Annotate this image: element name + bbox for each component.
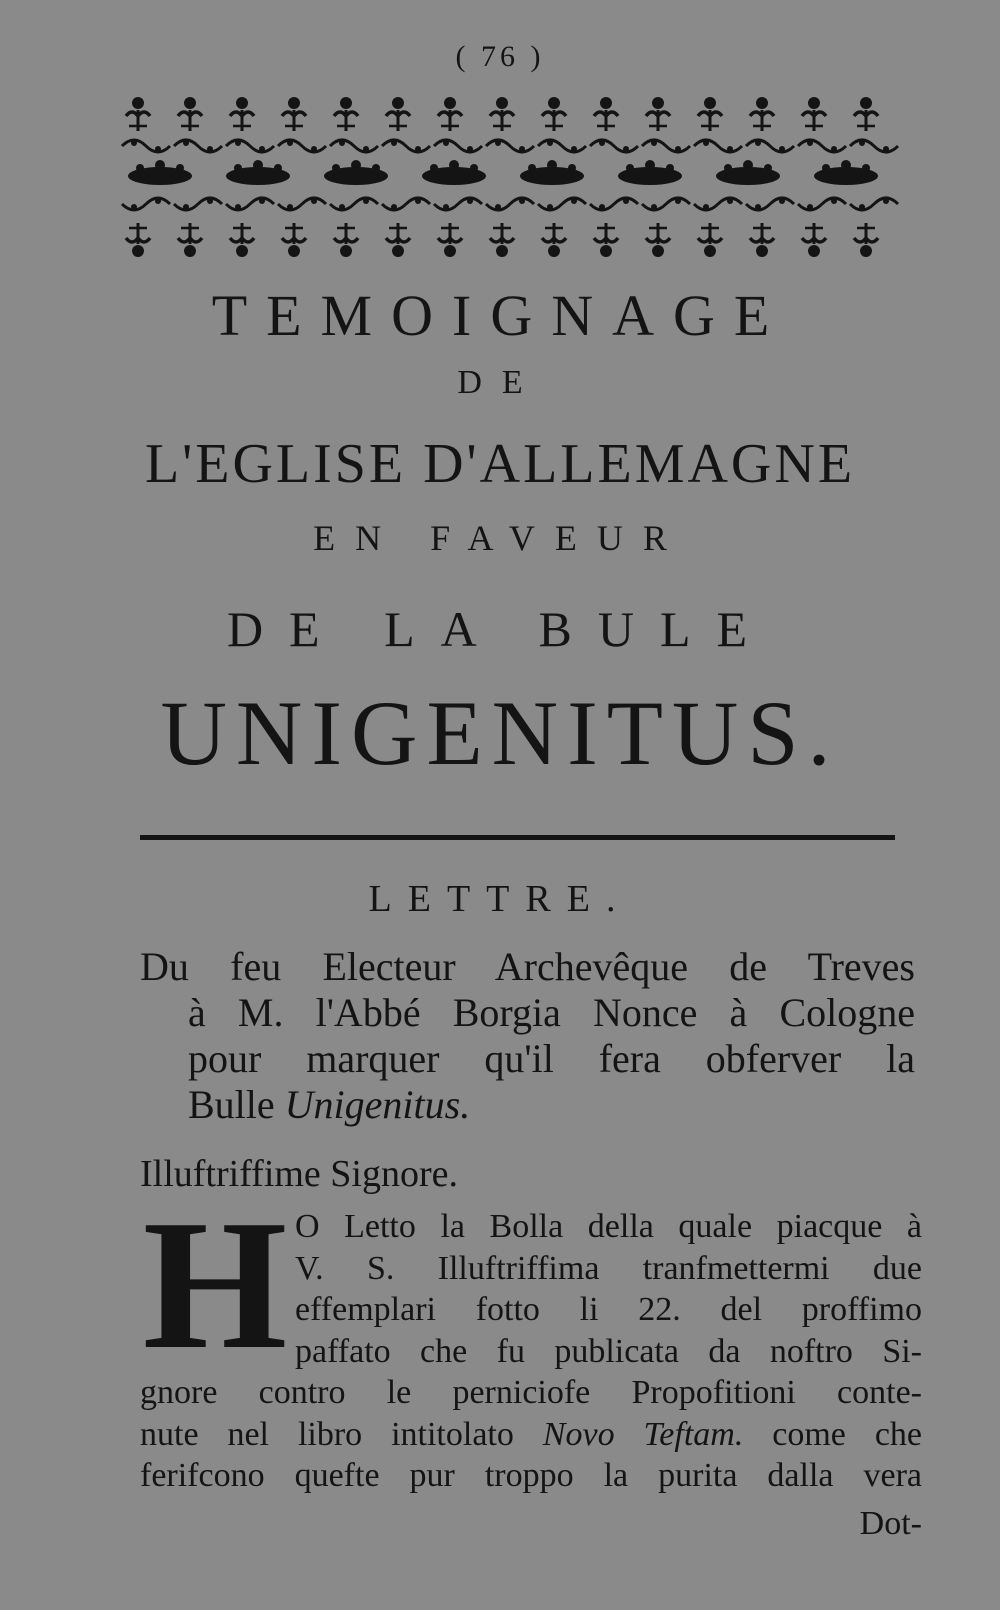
summary-text: Bulle <box>188 1082 285 1127</box>
body-line: O Letto la Bolla della quale piacque à <box>295 1208 922 1245</box>
page-number: ( 76 ) <box>455 40 545 73</box>
body-text: come che <box>743 1415 923 1453</box>
summary-line <box>140 1082 915 1128</box>
summary-line: Du feu Electeur Archevêque de Treves <box>140 944 915 989</box>
body-line: paffato che fu publicata da noftro Si- <box>295 1332 922 1370</box>
horizontal-rule <box>140 835 895 840</box>
section-heading: LETTRE. <box>368 878 632 920</box>
title-en-faveur: EN FAVEUR <box>313 518 687 558</box>
body-line <box>140 1414 922 1456</box>
summary-line: à M. l'Abbé Borgia Nonce à Cologne <box>188 990 915 1035</box>
salutation: Illuftriffime Signore. <box>140 1153 459 1195</box>
body-italic-text: Novo Teftam. <box>542 1415 744 1453</box>
ornamental-headpiece <box>120 92 900 262</box>
summary-italic-text: Unigenitus. <box>284 1082 471 1127</box>
title-de: DE <box>457 364 543 401</box>
title-temoignage: TEMOIGNAGE <box>211 283 789 348</box>
title-de-la-bule: DE LA BULE <box>226 601 774 657</box>
letter-body <box>140 1206 922 1497</box>
body-line: V. S. Illuftriffima tranfmettermi due <box>295 1249 922 1287</box>
catchword: Dot- <box>859 1505 922 1542</box>
drop-capital: H <box>142 1210 288 1360</box>
body-text: nute nel libro intitolato <box>140 1415 543 1453</box>
body-line: ferifcono quefte pur troppo la purita dalla vera <box>140 1457 922 1494</box>
body-line: gnore contro le perniciofe Propofitioni conte- <box>140 1374 922 1411</box>
body-line: effemplari fotto li 22. del proffimo <box>295 1291 922 1328</box>
letter-summary <box>140 944 915 1128</box>
title-unigenitus: UNIGENITUS. <box>160 682 840 784</box>
summary-line: pour marquer qu'il fera obferver la <box>188 1036 915 1081</box>
title-eglise-allemagne: L'EGLISE D'ALLEMAGNE <box>144 433 856 495</box>
